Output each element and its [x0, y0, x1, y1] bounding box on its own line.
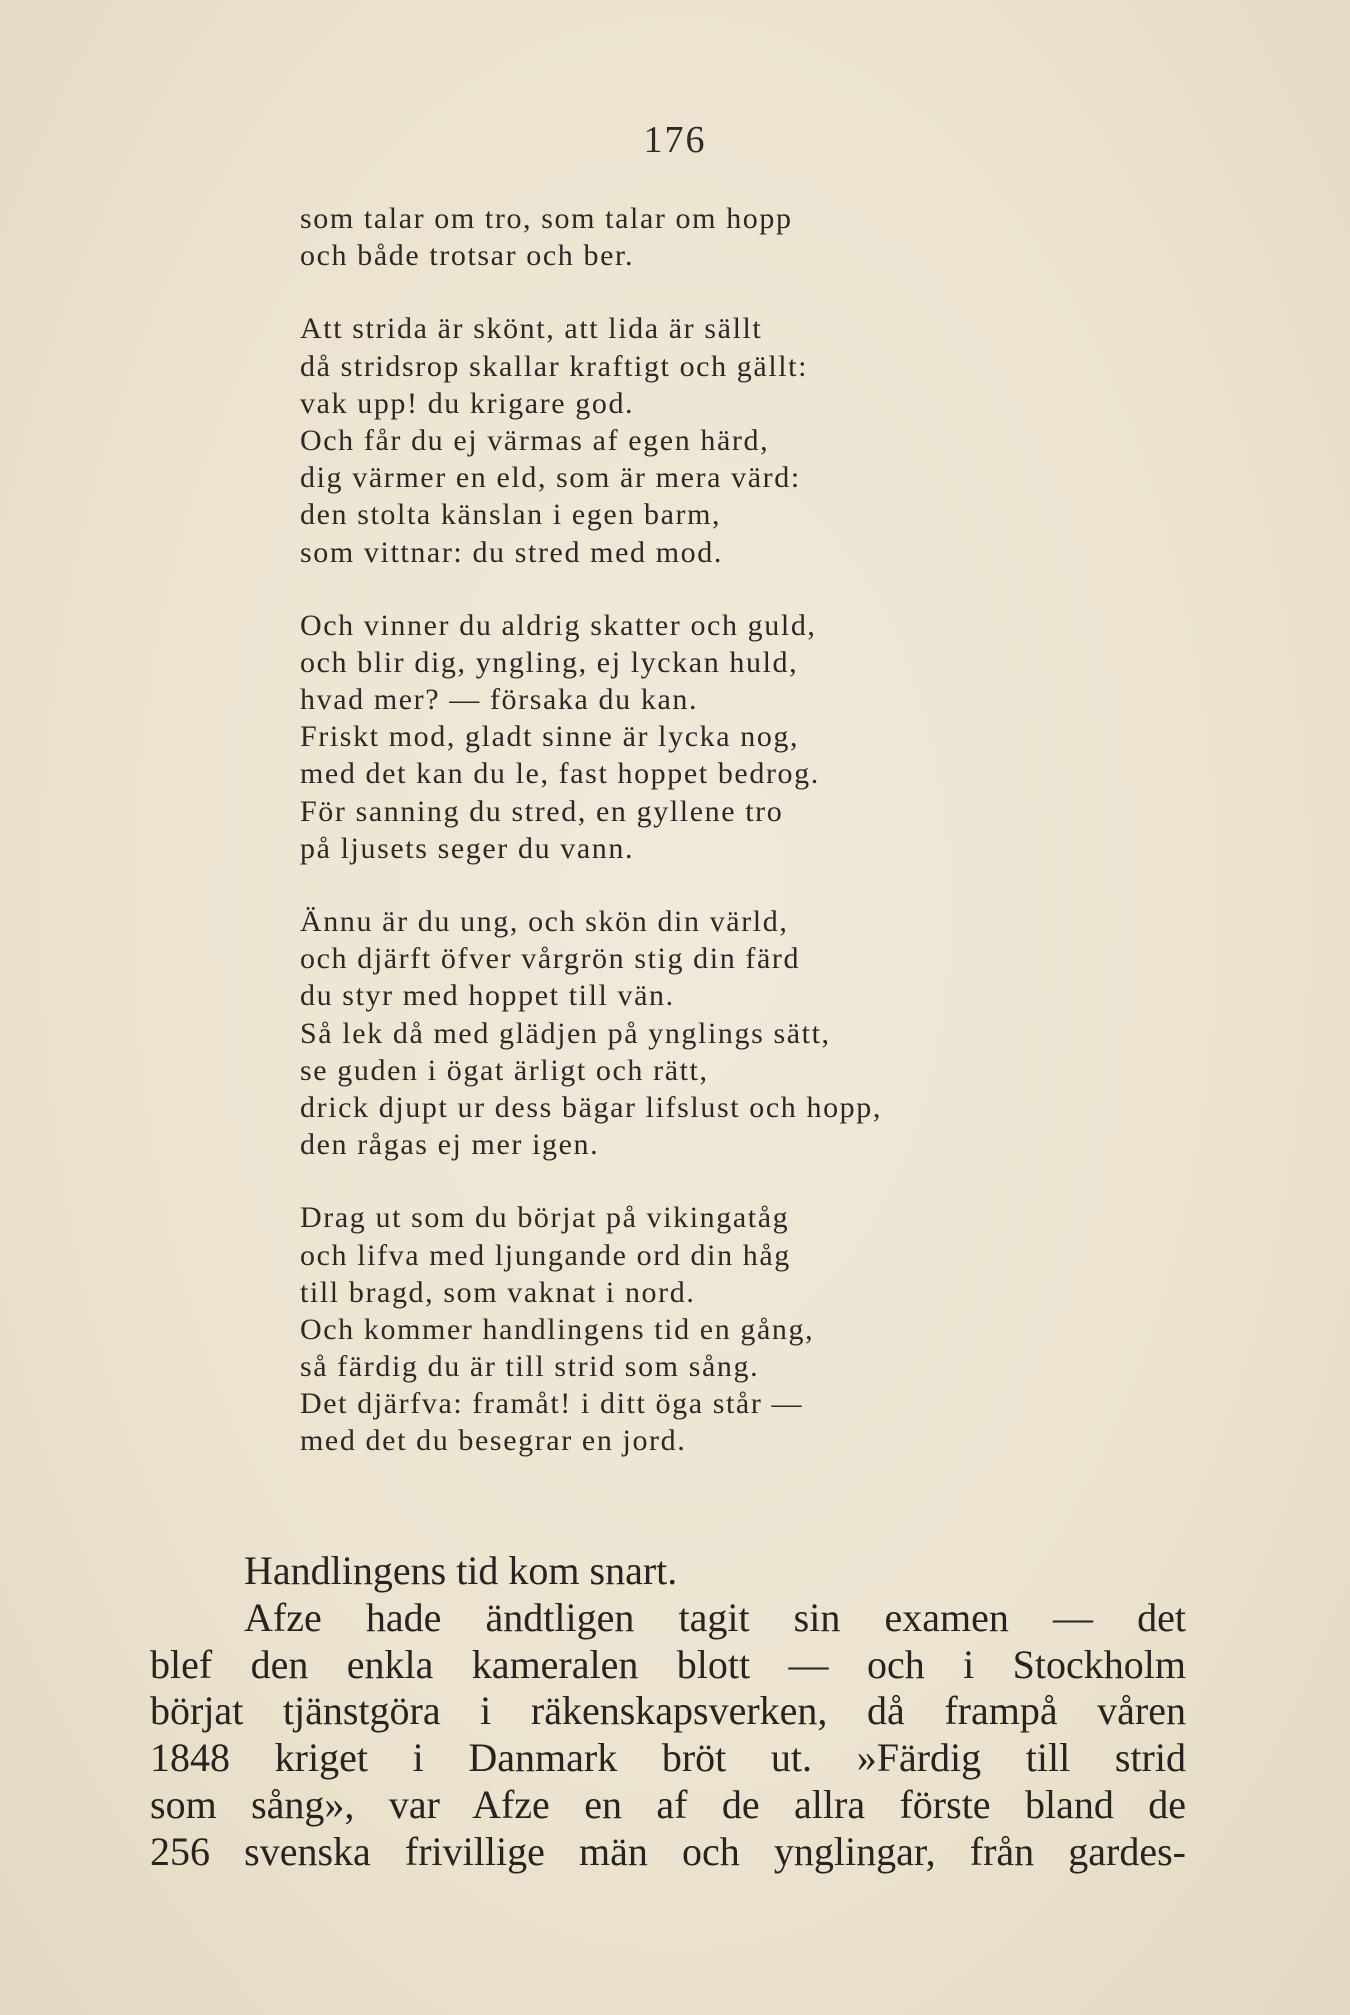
verse-line: då stridsrop skallar kraftigt och gällt: — [300, 349, 809, 383]
stanza — [300, 1199, 1100, 1459]
page-number: 176 — [643, 119, 707, 161]
prose-line: blef den enkla kameralen blott — och i Stockholm — [150, 1641, 1186, 1687]
stanza — [300, 310, 1100, 570]
prose-line: 256 svenska frivillige män och ynglingar, från gardes- — [150, 1828, 1186, 1874]
verse-line: som talar om tro, som talar om hopp — [300, 202, 793, 235]
prose-line: börjat tjänstgöra i räkenskapsverken, då frampå våren — [150, 1688, 1186, 1734]
verse-line: Och får du ej värmas af egen härd, — [300, 423, 770, 457]
poem — [300, 200, 1100, 1496]
verse-line: och blir dig, yngling, ej lyckan huld, — [300, 645, 799, 679]
verse-line: den stolta känslan i egen barm, — [300, 498, 722, 532]
verse-line: med det kan du le, fast hoppet bedrog. — [300, 757, 820, 791]
verse-line: till bragd, som vaknat i nord. — [300, 1275, 696, 1309]
verse-line: se guden i ögat ärligt och rätt, — [300, 1053, 709, 1087]
verse-line: så färdig du är till strid som sång. — [300, 1350, 760, 1384]
verse-line: vak upp! du krigare god. — [300, 386, 635, 420]
verse-line: drick djupt ur dess bägar lifslust och hopp, — [300, 1090, 882, 1124]
prose-line: 1848 kriget i Danmark bröt ut. »Färdig till strid — [150, 1735, 1186, 1781]
verse-line: dig värmer en eld, som är mera värd: — [300, 461, 801, 495]
verse-line: Ännu är du ung, och skön din värld, — [300, 905, 789, 938]
verse-line: Och vinner du aldrig skatter och guld, — [300, 608, 817, 642]
verse-line: Och kommer handlingens tid en gång, — [300, 1312, 815, 1346]
verse-line: Drag ut som du börjat på vikingatåg — [300, 1201, 790, 1235]
verse-line: du styr med hoppet till vän. — [300, 979, 675, 1013]
stanza — [300, 200, 1100, 274]
verse-line: Det djärfva: framåt! i ditt öga står — — [300, 1387, 804, 1421]
verse-line: och lifva med ljungande ord din håg — [300, 1238, 791, 1272]
verse-line: på ljusets seger du vann. — [300, 831, 635, 865]
prose-line: som sång», var Afze en af de allra förste bland de — [150, 1781, 1186, 1827]
prose-line: Handlingens tid kom snart. — [244, 1548, 678, 1593]
stanza — [300, 903, 1100, 1163]
verse-line: hvad mer? — försaka du kan. — [300, 683, 699, 717]
verse-line: den rågas ej mer igen. — [300, 1128, 600, 1162]
verse-line: och djärft öfver vårgrön stig din färd — [300, 942, 801, 976]
stanza — [300, 607, 1100, 867]
verse-line: För sanning du stred, en gyllene tro — [300, 794, 784, 828]
verse-line: som vittnar: du stred med mod. — [300, 535, 723, 569]
prose-line: Afze hade ändtligen tagit sin examen — det — [244, 1594, 1186, 1640]
verse-line: Friskt mod, gladt sinne är lycka nog, — [300, 720, 800, 754]
verse-line: med det du besegrar en jord. — [300, 1424, 687, 1458]
verse-line: Att strida är skönt, att lida är sällt — [300, 312, 763, 346]
verse-line: Så lek då med glädjen på ynglings sätt, — [300, 1016, 831, 1050]
verse-line: och både trotsar och ber. — [300, 239, 635, 273]
prose-paragraph — [150, 1548, 1186, 1876]
